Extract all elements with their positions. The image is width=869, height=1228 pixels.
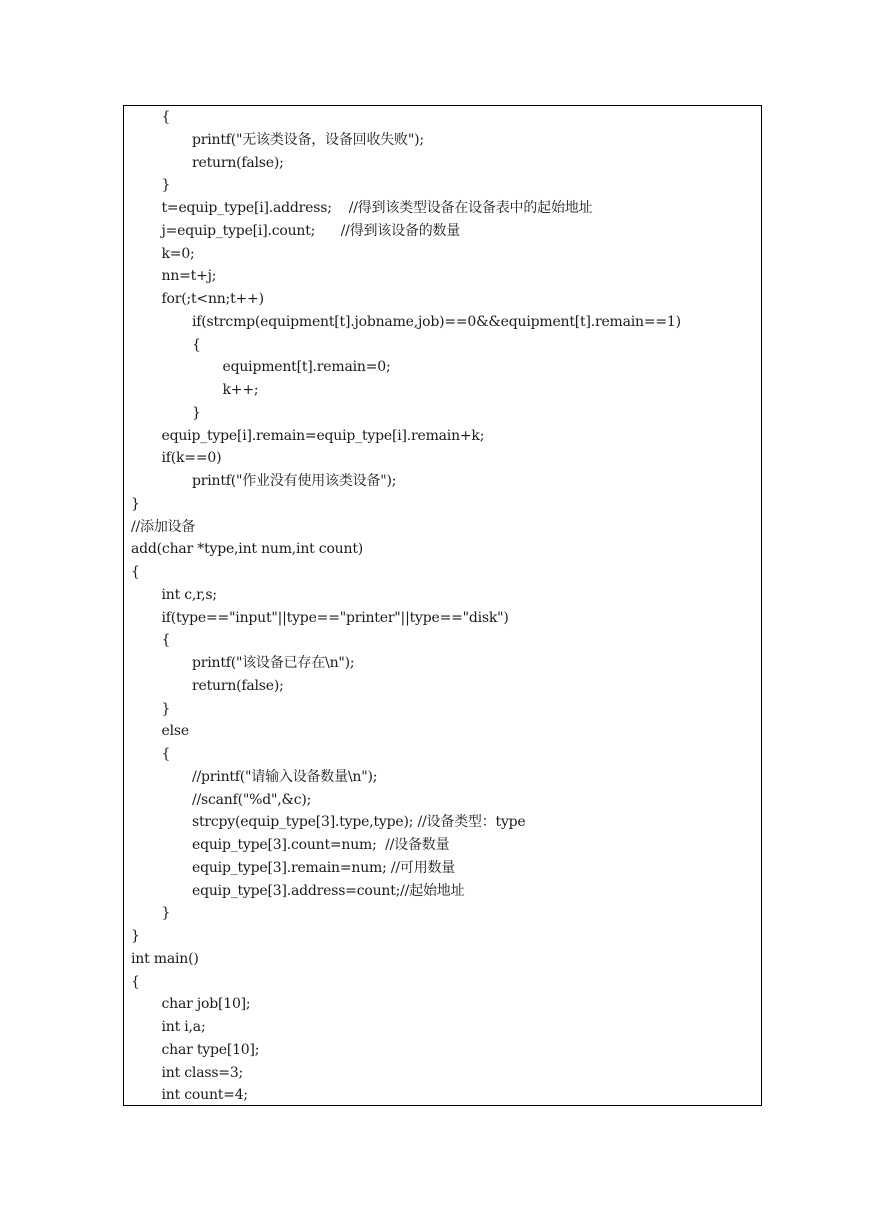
code-line xyxy=(131,1016,761,1039)
code-line-text: int i,a; xyxy=(161,1019,206,1035)
code-line-text: equipment[t].remain=0; xyxy=(222,359,391,376)
code-line-text: return(false); xyxy=(192,677,284,694)
code-line xyxy=(131,106,761,129)
code-line-text: if(type=="input"||type=="printer"||type=="disk") xyxy=(161,609,509,626)
code-line xyxy=(131,857,761,880)
code-line-text: j=equip_type[i].count; //得到该设备的数量 xyxy=(161,222,461,239)
code-line xyxy=(131,584,761,607)
code-line xyxy=(131,902,761,925)
code-line xyxy=(131,288,761,311)
code-line xyxy=(131,698,761,721)
code-line xyxy=(131,1039,761,1062)
code-line xyxy=(131,425,761,448)
code-line xyxy=(131,402,761,425)
code-line-text: //添加设备 xyxy=(131,518,196,535)
code-line-text: return(false); xyxy=(192,154,284,171)
code-line-text: k++; xyxy=(222,382,259,398)
code-line xyxy=(131,652,761,675)
code-line xyxy=(131,675,761,698)
code-line-text: int main() xyxy=(131,950,199,967)
code-line-text: if(strcmp(equipment[t].jobname,job)==0&&equipment[t].remain==1) xyxy=(192,313,681,330)
code-line-text: equip_type[3].count=num; //设备数量 xyxy=(192,837,450,853)
code-line xyxy=(131,561,761,584)
code-line xyxy=(131,766,761,789)
code-line-text: { xyxy=(161,109,171,125)
code-line xyxy=(131,311,761,334)
code-line-text: } xyxy=(161,700,171,717)
code-line-text: strcpy(equip_type[3].type,type); //设备类型：type xyxy=(192,814,526,831)
code-lines xyxy=(131,106,761,1107)
code-line-text: printf("该设备已存在\n"); xyxy=(192,655,355,671)
code-line-text: //printf("请输入设备数量\n"); xyxy=(192,768,378,785)
code-line xyxy=(131,538,761,561)
code-line-text: equip_type[3].remain=num; //可用数量 xyxy=(192,859,456,876)
code-line xyxy=(131,925,761,948)
code-line xyxy=(131,811,761,834)
code-line-text: { xyxy=(192,336,201,353)
code-line xyxy=(131,993,761,1016)
code-line-text: } xyxy=(131,928,140,944)
code-line xyxy=(131,129,761,152)
code-line-text: char job[10]; xyxy=(161,996,251,1013)
code-line xyxy=(131,1062,761,1085)
code-line xyxy=(131,243,761,266)
code-line-text: equip_type[3].address=count;//起始地址 xyxy=(192,882,465,899)
code-line-text: } xyxy=(161,177,171,194)
code-line xyxy=(131,220,761,243)
code-line-text: add(char *type,int num,int count) xyxy=(131,541,364,558)
code-line xyxy=(131,356,761,379)
code-line xyxy=(131,493,761,516)
code-line-text: { xyxy=(131,973,140,990)
code-line xyxy=(131,1084,761,1107)
code-line xyxy=(131,789,761,812)
code-line xyxy=(131,152,761,175)
code-line-text: } xyxy=(161,905,171,922)
code-line-text: printf("作业没有使用该类设备"); xyxy=(192,473,397,489)
code-listing-box xyxy=(123,105,762,1106)
code-line xyxy=(131,174,761,197)
code-line xyxy=(131,629,761,652)
code-line xyxy=(131,834,761,857)
code-line xyxy=(131,948,761,971)
code-line-text: for(;t<nn;t++) xyxy=(161,291,264,307)
code-line-text: { xyxy=(161,746,171,762)
code-line-text: printf("无该类设备，设备回收失败"); xyxy=(192,131,424,148)
code-line xyxy=(131,516,761,539)
code-line-text: char type[10]; xyxy=(161,1041,260,1058)
code-line-text: t=equip_type[i].address; //得到该类型设备在设备表中的起始地址 xyxy=(161,200,593,216)
code-line-text: } xyxy=(192,404,201,421)
code-line xyxy=(131,720,761,743)
code-line xyxy=(131,470,761,493)
code-line xyxy=(131,334,761,357)
code-line-text: int class=3; xyxy=(161,1064,244,1081)
code-line-text: int count=4; xyxy=(161,1087,248,1104)
code-line-text: { xyxy=(131,564,140,580)
code-line-text: nn=t+j; xyxy=(161,268,217,285)
code-line-text: { xyxy=(161,632,171,649)
code-line xyxy=(131,743,761,766)
code-line xyxy=(131,447,761,470)
code-line-text: //scanf("%d",&c); xyxy=(192,791,312,808)
code-line-text: if(k==0) xyxy=(161,450,222,467)
code-line xyxy=(131,607,761,630)
code-line xyxy=(131,265,761,288)
code-line-text: k=0; xyxy=(161,245,195,262)
code-line-text: } xyxy=(131,495,140,512)
code-line-text: int c,r,s; xyxy=(161,586,217,603)
code-line xyxy=(131,880,761,903)
code-line-text: equip_type[i].remain=equip_type[i].remain+k; xyxy=(161,427,485,444)
code-line-text: else xyxy=(161,723,189,740)
code-line xyxy=(131,971,761,994)
code-line xyxy=(131,379,761,402)
code-line xyxy=(131,197,761,220)
